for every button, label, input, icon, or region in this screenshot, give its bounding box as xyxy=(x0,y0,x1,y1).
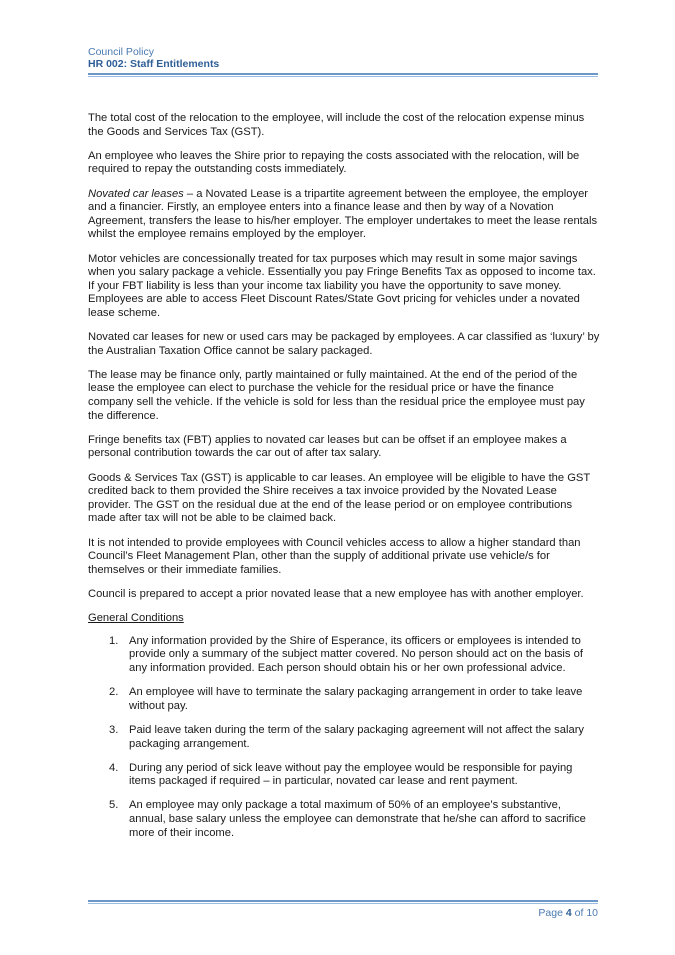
condition-item xyxy=(88,762,600,789)
paragraph: An employee who leaves the Shire prior to repaying the costs associated with the relocation, will be required to repay the outstanding costs immediately. xyxy=(88,149,580,176)
conditions-list xyxy=(88,635,600,841)
paragraph: The lease may be finance only, partly maintained or fully maintained. At the end of the period of the lease the employee can elect to purchase the vehicle for the residual price or have the finance company sell the vehicle. If the vehicle is sold for less than the residual price the employee must pay the difference. xyxy=(88,368,585,422)
total-pages: 10 xyxy=(586,907,598,919)
condition-text: During any period of sick leave without pay the employee would be responsible for paying items packaged if required – in particular, novated car lease and rent payment. xyxy=(129,761,573,788)
condition-text: Paid leave taken during the term of the salary packaging agreement will not affect the salary packaging arrangement. xyxy=(129,723,585,750)
paragraph: Novated car leases for new or used cars may be packaged by employees. A car classified as ‘luxury’ by the Australian Taxation Office cannot be salary packaged. xyxy=(88,331,600,357)
page-number xyxy=(538,907,598,919)
condition-number: 3. xyxy=(109,723,119,736)
paragraph xyxy=(88,188,600,242)
current-page: 4 xyxy=(565,907,572,919)
paragraph: Council is prepared to accept a prior novated lease that a new employee has with another employer. xyxy=(88,587,584,600)
condition-item xyxy=(88,635,600,676)
of-word: of xyxy=(574,907,584,919)
paragraph: The total cost of the relocation to the employee, will include the cost of the relocation expense minus the Goods and Services Tax (GST). xyxy=(88,112,585,138)
condition-text: Any information provided by the Shire of Esperance, its officers or employees is intended to provide only a summary of the subject matter covered. No person should act on the basis of any information provided. Each person should obtain his or her own professional advice. xyxy=(129,634,583,674)
condition-item xyxy=(88,799,600,840)
paragraph: Goods & Services Tax (GST) is applicable to car leases. An employee will be eligible to have the GST credited back to them provided the Shire receives a tax invoice provided by the Novated Lease provider. The GST on the residual due at the end of the lease period or on employee contributions made after tax will not be able to be claimed back. xyxy=(88,471,591,525)
novated-lease-term: Novated car leases xyxy=(88,187,184,200)
condition-text: An employee will have to terminate the salary packaging arrangement in order to take leave without pay. xyxy=(129,686,583,712)
page-header xyxy=(88,46,598,71)
general-conditions-heading: General Conditions xyxy=(88,612,184,625)
condition-number: 5. xyxy=(109,799,119,812)
header-rule xyxy=(88,73,598,77)
condition-number: 2. xyxy=(109,686,119,699)
footer-rule xyxy=(88,900,598,904)
condition-item xyxy=(88,724,600,751)
condition-text: An employee may only package a total maximum of 50% of an employee’s substantive, annual, base salary unless the employee can demonstrate that he/she can afford to sacrifice more of their income. xyxy=(129,799,586,839)
condition-number: 4. xyxy=(109,761,119,774)
header-policy-type: Council Policy xyxy=(88,46,154,58)
condition-item xyxy=(88,686,600,713)
header-policy-title: HR 002: Staff Entitlements xyxy=(88,58,220,70)
page-word: Page xyxy=(538,907,563,919)
condition-number: 1. xyxy=(109,634,119,647)
paragraph: Fringe benefits tax (FBT) applies to novated car leases but can be offset if an employee makes a personal contribution towards the car out of after tax salary. xyxy=(88,433,567,460)
document-body xyxy=(88,112,600,851)
paragraph: It is not intended to provide employees with Council vehicles access to allow a higher standard than Council’s Fleet Management Plan, other than the supply of additional private use vehicle/s for themselves or their immediate families. xyxy=(88,536,581,576)
paragraph-text: – a Novated Lease is a tripartite agreement between the employee, the employer and a financier. Firstly, an employee enters into a finance lease and then by way of a Novation Agreement, transfers the lease to his/her employer. The employer undertakes to meet the lease rentals whilst the employee remains employed by the employer. xyxy=(88,187,598,241)
paragraph: Motor vehicles are concessionally treated for tax purposes which may result in some major savings when you salary package a vehicle. Essentially you pay Fringe Benefits Tax as opposed to income tax. If your FBT liability is less than your income tax liability you have the opportunity to save money. Employees are able to access Fleet Discount Rates/State Govt pricing for vehicles under a novated lease scheme. xyxy=(88,252,596,319)
